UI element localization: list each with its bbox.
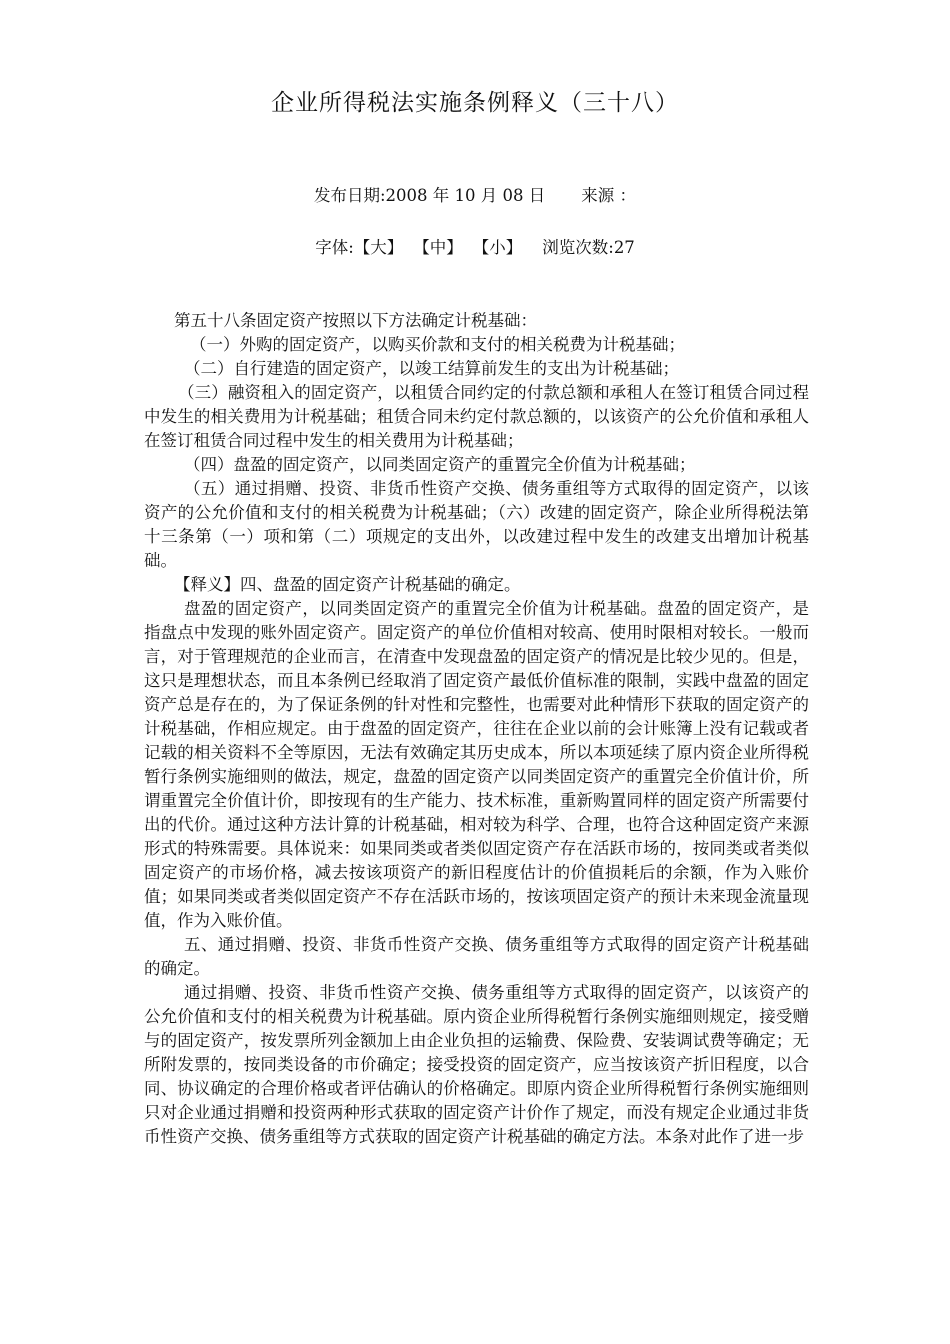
article-item-5-6: （五）通过捐赠、投资、非货币性资产交换、债务重组等方式取得的固定资产，以该资产的公允价值和支付的相关税费为计税基础；（六）改建的固定资产，除企业所得税法第十三条第（一）项和第（二）项规定的支出外，以改建过程中发生的改建支出增加计税基础。 bbox=[144, 479, 809, 570]
source-label: 来源 ： bbox=[581, 186, 637, 205]
font-size-controls bbox=[0, 236, 950, 260]
interpretation-paragraph: 盘盈的固定资产，以同类固定资产的重置完全价值为计税基础。盘盈的固定资产，是指盘点中发现的账外固定资产。固定资产的单位价值相对较高、使用时限相对较长。一般而言，对于管理规范的企业而言，在清查中发现盘盈的固定资产的情况是比较少见的。但是，这只是理想状态，而且本条例已经取消了固定资产最低价值标准的限制，实践中盘盈的固定资产总是存在的，为了保证条例的针对性和完整性，也需要对此种情形下获取的固定资产的计税基础，作相应规定。由于盘盈的固定资产，往往在企业以前的会计账簿上没有记载或者记载的相关资料不全等原因，无法有效确定其历史成本，所以本项延续了原内资企业所得税暂行条例实施细则的做法，规定，盘盈的固定资产以同类固定资产的重置完全价值计价，所谓重置完全价值计价，即按现有的生产能力、技术标准，重新购置同样的固定资产所需要付出的代价。通过这种方法计算的计税基础，相对较为科学、合理，也符合这种固定资产来源形式的特殊需要。具体说来：如果同类或者类似固定资产存在活跃市场的，按同类或者类似固定资产的市场价格，减去按该项资产的新旧程度估计的价值损耗后的余额，作为入账价值；如果同类或者类似固定资产不存在活跃市场的，按该项固定资产的预计未来现金流量现值，作为入账价值。 bbox=[144, 599, 809, 930]
article-body bbox=[144, 309, 809, 1149]
views-label: 浏览次数: bbox=[542, 238, 614, 257]
document-title: 企业所得税法实施条例释义（三十八） bbox=[271, 90, 679, 116]
article-item-1: （一）外购的固定资产，以购买价款和支付的相关税费为计税基础； bbox=[190, 335, 685, 354]
interpretation-heading-4: 【释义】四、盘盈的固定资产计税基础的确定。 bbox=[174, 575, 521, 594]
article-clause-intro: 第五十八条固定资产按照以下方法确定计税基础： bbox=[174, 311, 537, 330]
article-item-3: （三）融资租入的固定资产，以租赁合同约定的付款总额和承租人在签订租赁合同过程中发生的相关费用为计税基础；租赁合同未约定付款总额的，以该资产的公允价值和承租人在签订租赁合同过程中发生的相关费用为计税基础； bbox=[144, 383, 809, 450]
font-size-large-link[interactable]: 【大】 bbox=[353, 238, 404, 257]
article-item-4: （四）盘盈的固定资产，以同类固定资产的重置完全价值为计税基础； bbox=[184, 455, 696, 474]
interpretation-heading-5: 五、通过捐赠、投资、非货币性资产交换、债务重组等方式取得的固定资产计税基础的确定。 bbox=[144, 935, 809, 978]
publish-date: 2008 年 10 月 08 日 bbox=[385, 186, 546, 205]
views-count: 27 bbox=[613, 238, 635, 257]
publish-info bbox=[0, 184, 950, 208]
article-item-2: （二）自行建造的固定资产，以竣工结算前发生的支出为计税基础； bbox=[184, 359, 679, 378]
font-size-small-link[interactable]: 【小】 bbox=[472, 238, 523, 257]
publish-date-label: 发布日期: bbox=[313, 186, 386, 205]
font-size-label: 字体: bbox=[315, 238, 354, 257]
interpretation-paragraph: 通过捐赠、投资、非货币性资产交换、债务重组等方式取得的固定资产，以该资产的公允价值和支付的相关税费为计税基础。原内资企业所得税暂行条例实施细则规定，接受赠与的固定资产，按发票所列金额加上由企业负担的运输费、保险费、安装调试费等确定；无所附发票的，按同类设备的市价确定；接受投资的固定资产，应当按该资产折旧程度，以合同、协议确定的合理价格或者评估确认的价格确定。即原内资企业所得税暂行条例实施细则只对企业通过捐赠和投资两种形式获取的固定资产计价作了规定，而没有规定企业通过非货币性资产交换、债务重组等方式获取的固定资产计税基础的确定方法。本条对此作了进一步 bbox=[144, 983, 809, 1146]
font-size-medium-link[interactable]: 【中】 bbox=[413, 238, 463, 257]
